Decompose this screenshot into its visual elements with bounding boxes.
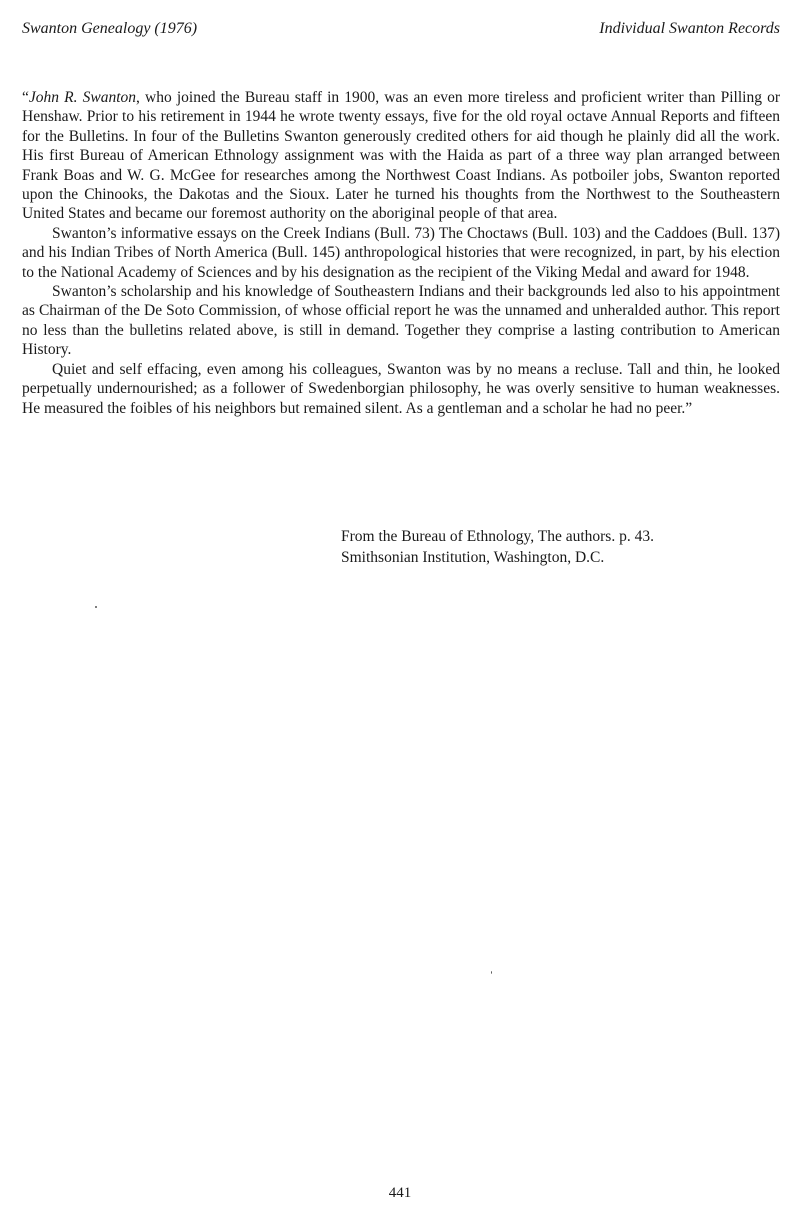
scan-speck	[95, 606, 97, 608]
header-book-title: Swanton Genealogy (1976)	[22, 20, 198, 37]
subject-name: John R. Swanton	[28, 89, 137, 106]
scan-speck	[491, 971, 492, 974]
page-number: 441	[388, 1185, 412, 1201]
quoted-text-body	[22, 88, 780, 418]
paragraph-1-text: , who joined the Bureau staff in 1900, was an even more tireless and proficient writer than Pilling or Henshaw. Prior to his retirement in 1944 he wrote twenty essays, five for the old royal octave Annual Reports and fifteen for the Bulletins. In four of the Bulletins Swanton generously credited others for aid though he plainly did all the work. His first Bureau of American Ethnology assignment was with the Haida as part of a three way plan arranged between Frank Boas and W. G. McGee for researches among the Northwest Coast Indians. As potboiler jobs, Swanton reported upon the Chinooks, the Dakotas and the Sioux. Later he turned his thoughts from the Northwest to the Southeastern United States and became our foremost authority on the aboriginal people of that area.	[22, 89, 780, 223]
running-header	[22, 20, 780, 44]
header-section-title: Individual Swanton Records	[599, 20, 780, 37]
citation-line-2: Smithsonian Institution, Washington, D.C.	[341, 549, 605, 566]
citation-line-1: From the Bureau of Ethnology, The authors. p. 43.	[341, 528, 654, 545]
source-citation	[341, 526, 654, 568]
paragraph-2: Swanton’s informative essays on the Creek Indians (Bull. 73) The Choctaws (Bull. 103) and the Caddoes (Bull. 137) and his Indian Tribes of North America (Bull. 145) anthropological histories that were recognized, in part, by his election to the National Academy of Sciences and by his designation as the recipient of the Viking Medal and award for 1948.	[22, 224, 780, 281]
paragraph-1	[22, 88, 780, 224]
open-quote: “	[22, 89, 29, 106]
paragraph-3: Swanton’s scholarship and his knowledge of Southeastern Indians and their backgrounds led also to his appointment as Chairman of the De Soto Commission, of whose official report he was the unnamed and unheralded author. This report no less than the bulletins related above, is still in demand. Together they comprise a lasting contribution to American History.	[22, 283, 780, 359]
paragraph-4: Quiet and self effacing, even among his colleagues, Swanton was by no means a recluse. Tall and thin, he looked perpetually undernourished; as a follower of Swedenborgian philosophy, he was overly sensitive to human weaknesses. He measured the foibles of his neighbors but remained silent. As a gentleman and a scholar he had no peer.”	[22, 360, 780, 417]
